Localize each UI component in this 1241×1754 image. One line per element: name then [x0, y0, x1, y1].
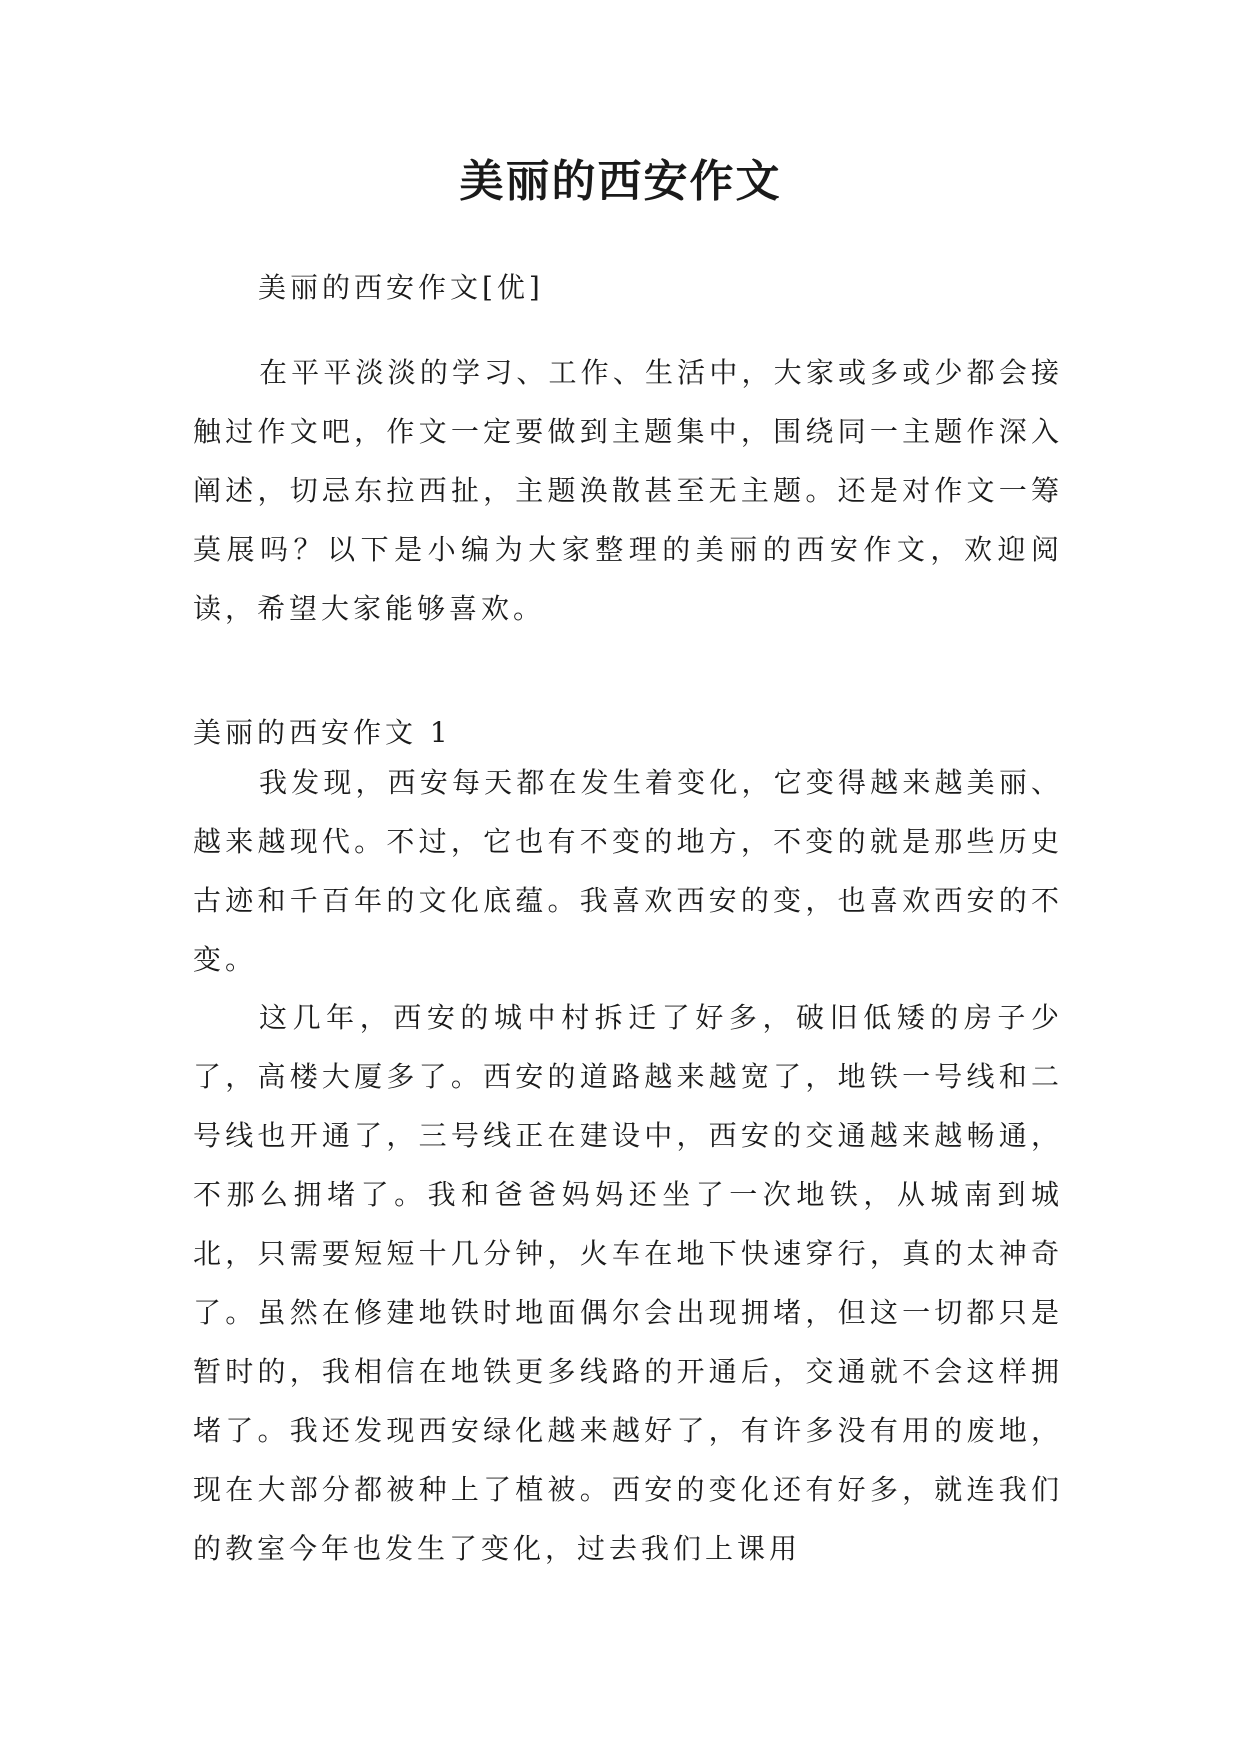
intro-paragraph: 在平平淡淡的学习、工作、生活中，大家或多或少都会接触过作文吧，作文一定要做到主题集中，围绕同一主题作深入阐述，切忌东拉西扯，主题涣散甚至无主题。还是对作文一筹莫展吗？以下是小编为大家整理的美丽的西安作文，欢迎阅读，希望大家能够喜欢。: [193, 356, 1063, 625]
document-subtitle: 美丽的西安作文[优]: [258, 271, 544, 304]
section-heading: 美丽的西安作文 1: [193, 716, 452, 749]
document-title: 美丽的西安作文: [459, 156, 782, 207]
body-paragraph: 这几年，西安的城中村拆迁了好多，破旧低矮的房子少了，高楼大厦多了。西安的道路越来越宽了，地铁一号线和二号线也开通了，三号线正在建设中，西安的交通越来越畅通，不那么拥堵了。我和爸爸妈妈还坐了一次地铁，从城南到城北，只需要短短十几分钟，火车在地下快速穿行，真的太神奇了。虽然在修建地铁时地面偶尔会出现拥堵，但这一切都只是暂时的，我相信在地铁更多线路的开通后，交通就不会这样拥堵了。我还发现西安绿化越来越好了，有许多没有用的废地，现在大部分都被种上了植被。西安的变化还有好多，就连我们的教室今年也发生了变化，过去我们上课用: [193, 1001, 1063, 1565]
body-paragraph: 我发现，西安每天都在发生着变化，它变得越来越美丽、越来越现代。不过，它也有不变的地方，不变的就是那些历史古迹和千百年的文化底蕴。我喜欢西安的变，也喜欢西安的不变。: [193, 766, 1063, 976]
